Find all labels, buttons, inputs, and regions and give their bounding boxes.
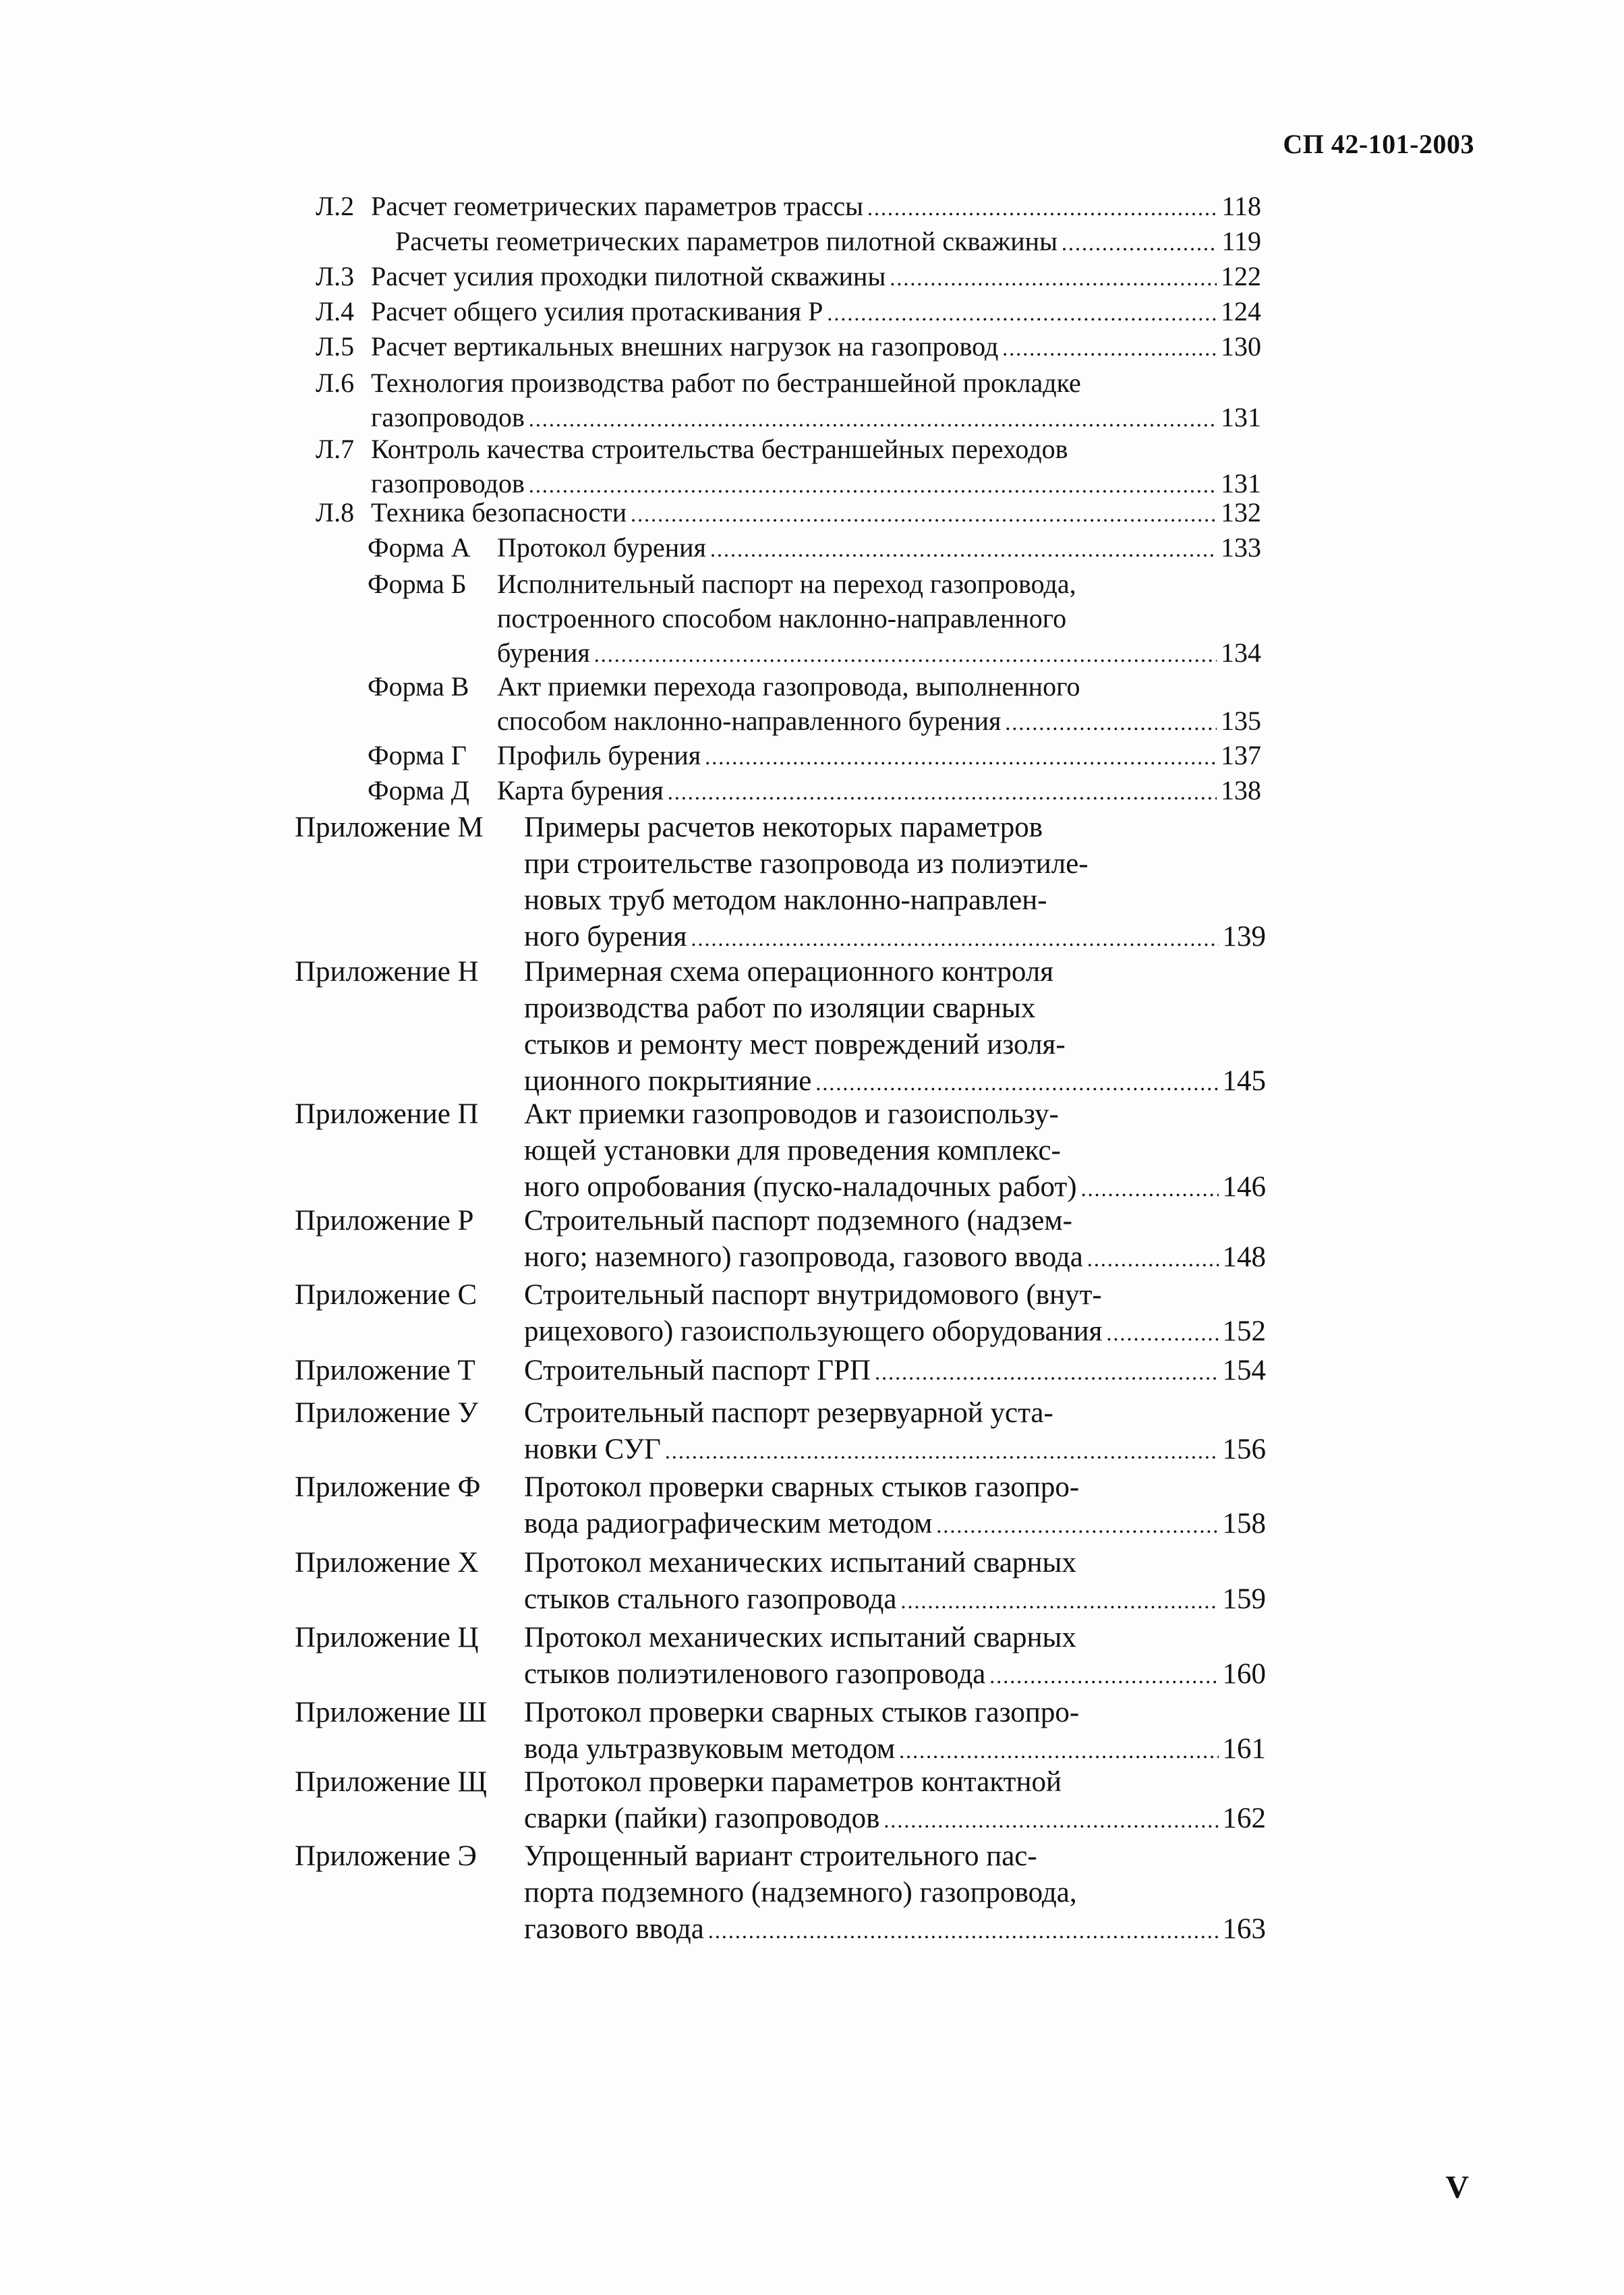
leader-dots	[668, 773, 1217, 810]
toc-page-number: 131	[1221, 468, 1261, 499]
leader-dots	[631, 495, 1217, 532]
toc-entry-title: Контроль качества строительства бестраншейных переходов	[371, 434, 1068, 464]
leader-dots	[890, 259, 1217, 295]
toc-entry[interactable]	[368, 530, 1261, 567]
appendix-title-line: Протокол проверки сварных стыков газопро-	[524, 1697, 1080, 1728]
appendix-entry[interactable]	[295, 1695, 1266, 1769]
appendix-entry[interactable]	[295, 1277, 1266, 1351]
appendix-entry[interactable]	[295, 1203, 1266, 1277]
toc-entry-title: Исполнительный паспорт на переход газопровода,	[497, 569, 1076, 599]
leader-dots	[875, 1353, 1218, 1390]
toc-page-number: 131	[1221, 402, 1261, 432]
toc-entry[interactable]	[316, 329, 1261, 366]
leader-dots	[901, 1581, 1219, 1619]
toc-entry-label: Л.6	[316, 368, 355, 398]
toc-page-number: 138	[1221, 775, 1261, 805]
appendix-page-number: 161	[1222, 1733, 1266, 1765]
toc-entry-title: Технология производства работ по бестраншейной прокладке	[371, 368, 1081, 398]
appendix-title-line: Строительный паспорт резервуарной уста-	[524, 1397, 1053, 1429]
toc-entry[interactable]	[368, 773, 1261, 810]
appendix-entry[interactable]	[295, 1395, 1266, 1469]
appendix-label: Приложение Р	[295, 1205, 474, 1237]
toc-entry-title: Техника безопасности	[371, 497, 627, 528]
toc-entry[interactable]	[368, 669, 1261, 740]
appendix-title-line: рицехового) газоиспользующего оборудования	[524, 1315, 1103, 1347]
toc-entry-title: газопроводов	[371, 402, 525, 432]
toc-entry-label: Л.2	[316, 191, 355, 221]
toc-entry-label: Л.3	[316, 261, 355, 291]
leader-dots	[827, 294, 1217, 331]
appendix-page-number: 148	[1222, 1241, 1266, 1273]
appendix-title-line: ционного покрытияние	[524, 1065, 812, 1097]
appendix-label: Приложение У	[295, 1397, 478, 1429]
appendix-label: Приложение Ш	[295, 1697, 487, 1728]
leader-dots	[883, 1801, 1218, 1838]
toc-entry[interactable]	[395, 224, 1261, 260]
appendix-label: Приложение С	[295, 1279, 477, 1311]
appendix-title-line: стыков стального газопровода	[524, 1583, 897, 1615]
toc-page-number: 132	[1221, 497, 1261, 528]
leader-dots	[899, 1731, 1218, 1769]
appendix-title-line: Акт приемки газопроводов и газоиспользу-	[524, 1098, 1059, 1130]
toc-entry-title: Профиль бурения	[497, 740, 701, 770]
appendix-page-number: 139	[1222, 921, 1266, 953]
leader-dots	[1005, 704, 1217, 740]
appendix-entry[interactable]	[295, 1764, 1266, 1838]
toc-entry-title: Акт приемки перехода газопровода, выполненного	[497, 671, 1080, 702]
appendix-label: Приложение Щ	[295, 1766, 487, 1798]
toc-entry-title: Протокол бурения	[497, 532, 706, 563]
appendix-label: Приложение П	[295, 1098, 479, 1130]
leader-dots	[1087, 1239, 1219, 1277]
appendix-entry[interactable]	[295, 1838, 1266, 1949]
toc-entry-label: Форма Г	[368, 740, 467, 770]
appendix-title-line: Строительный паспорт ГРП	[524, 1355, 871, 1386]
toc-page-number: 124	[1221, 296, 1261, 327]
appendix-entry[interactable]	[295, 1353, 1266, 1390]
appendix-title-line: газового ввода	[524, 1913, 704, 1945]
toc-entry[interactable]	[316, 495, 1261, 532]
appendix-title-line: ющей установки для проведения комплекс-	[524, 1135, 1061, 1166]
toc-entry[interactable]	[316, 294, 1261, 331]
toc-entry[interactable]	[316, 432, 1261, 503]
appendix-label: Приложение Т	[295, 1355, 475, 1386]
appendix-title-line: стыков полиэтиленового газопровода	[524, 1658, 986, 1690]
appendix-label: Приложение Ф	[295, 1471, 481, 1503]
appendix-entry[interactable]	[295, 954, 1266, 1101]
toc-entry[interactable]	[316, 189, 1261, 225]
toc-entry[interactable]	[368, 567, 1261, 672]
appendix-title-line: ного опробования (пуско-наладочных работ)	[524, 1171, 1077, 1203]
appendix-label: Приложение Х	[295, 1547, 479, 1579]
toc-entry-title: Расчеты геометрических параметров пилотной скважины	[395, 226, 1057, 256]
leader-dots	[691, 919, 1218, 957]
toc-entry-label: Форма В	[368, 671, 469, 702]
toc-page-number: 134	[1221, 638, 1261, 668]
appendix-title-line: вода радиографическим методом	[524, 1508, 933, 1539]
toc-entry-title: бурения	[497, 638, 590, 668]
appendix-entry[interactable]	[295, 810, 1266, 957]
leader-dots	[705, 738, 1217, 774]
appendix-page-number: 162	[1222, 1803, 1266, 1834]
toc-entry-label: Форма Б	[368, 569, 467, 599]
appendix-title-line: Примеры расчетов некоторых параметров	[524, 812, 1043, 843]
toc-page-number: 122	[1221, 261, 1261, 291]
leader-dots	[867, 189, 1217, 225]
leader-dots	[1062, 224, 1218, 260]
toc-entry[interactable]	[316, 366, 1261, 436]
page-number: V	[1445, 2170, 1469, 2205]
appendix-label: Приложение Н	[295, 956, 479, 988]
toc-entry-label: Л.4	[316, 296, 355, 327]
leader-dots	[1106, 1313, 1218, 1351]
leader-dots	[989, 1656, 1218, 1694]
appendix-title-line: производства работ по изоляции сварных	[524, 992, 1036, 1024]
appendix-page-number: 163	[1222, 1913, 1266, 1945]
appendix-label: Приложение М	[295, 812, 484, 843]
toc-entry-label: Л.8	[316, 497, 355, 528]
toc-entry-title: способом наклонно-направленного бурения	[497, 706, 1002, 736]
leader-dots	[594, 635, 1217, 672]
appendix-page-number: 156	[1222, 1434, 1266, 1465]
appendix-title-line: Протокол проверки параметров контактной	[524, 1766, 1062, 1798]
appendix-label: Приложение Ц	[295, 1622, 479, 1653]
toc-page-number: 137	[1221, 740, 1261, 770]
toc-page-number: 130	[1221, 331, 1261, 362]
appendix-page-number: 146	[1222, 1171, 1266, 1203]
toc-entry-title: построенного способом наклонно-направленного	[497, 603, 1067, 633]
appendix-title-line: Протокол механических испытаний сварных	[524, 1622, 1076, 1653]
leader-dots	[1081, 1169, 1219, 1207]
appendix-entry[interactable]	[295, 1620, 1266, 1694]
appendix-title-line: Упрощенный вариант строительного пас-	[524, 1840, 1037, 1872]
appendix-title-line: Строительный паспорт внутридомового (внут-	[524, 1279, 1102, 1311]
appendix-title-line: новки СУГ	[524, 1434, 661, 1465]
appendix-page-number: 158	[1222, 1508, 1266, 1539]
toc-entry-title: Расчет усилия проходки пилотной скважины	[371, 261, 886, 291]
toc-entry-title: Расчет геометрических параметров трассы	[371, 191, 864, 221]
leader-dots	[665, 1432, 1219, 1469]
toc-entry-title: Расчет вертикальных внешних нагрузок на газопровод	[371, 331, 999, 362]
toc-page-number: 135	[1221, 706, 1261, 736]
appendix-page-number: 154	[1222, 1355, 1266, 1386]
toc-entry-title: газопроводов	[371, 468, 525, 499]
document-code: СП 42-101-2003	[1283, 129, 1474, 159]
appendix-title-line: новых труб методом наклонно-направлен-	[524, 884, 1047, 916]
appendix-label: Приложение Э	[295, 1840, 477, 1872]
toc-entry[interactable]	[368, 738, 1261, 774]
appendix-page-number: 160	[1222, 1658, 1266, 1690]
appendix-title-line: Строительный паспорт подземного (надзем-	[524, 1205, 1072, 1237]
appendix-title-line: Примерная схема операционного контроля	[524, 956, 1054, 988]
toc-page-number: 119	[1221, 226, 1261, 256]
toc-page-number: 133	[1221, 532, 1261, 563]
toc-entry-label: Форма А	[368, 532, 471, 563]
leader-dots	[708, 1911, 1219, 1949]
appendix-title-line: стыков и ремонту мест повреждений изоля-	[524, 1029, 1066, 1060]
toc-entry-label: Л.7	[316, 434, 355, 464]
appendix-entry[interactable]	[295, 1469, 1266, 1543]
toc-entry-title: Расчет общего усилия протаскивания P	[371, 296, 823, 327]
appendix-title-line: вода ультразвуковым методом	[524, 1733, 896, 1765]
appendix-title-line: Протокол проверки сварных стыков газопро-	[524, 1471, 1080, 1503]
leader-dots	[815, 1063, 1218, 1101]
appendix-page-number: 145	[1222, 1065, 1266, 1097]
leader-dots	[710, 530, 1217, 567]
appendix-title-line: при строительстве газопровода из полиэтиле-	[524, 848, 1089, 880]
appendix-page-number: 159	[1222, 1583, 1266, 1615]
appendix-title-line: ного; наземного) газопровода, газового ввода	[524, 1241, 1083, 1273]
appendix-title-line: порта подземного (надземного) газопровода,	[524, 1877, 1077, 1908]
toc-entry-label: Л.5	[316, 331, 355, 362]
toc-entry[interactable]	[316, 259, 1261, 295]
appendix-title-line: Протокол механических испытаний сварных	[524, 1547, 1076, 1579]
leader-dots	[1002, 329, 1217, 366]
leader-dots	[529, 400, 1217, 436]
toc-entry-title: Карта бурения	[497, 775, 664, 805]
leader-dots	[936, 1506, 1218, 1543]
appendix-entry[interactable]	[295, 1096, 1266, 1207]
toc-page-number: 118	[1221, 191, 1261, 221]
appendix-page-number: 152	[1222, 1315, 1266, 1347]
appendix-title-line: ного бурения	[524, 921, 687, 953]
toc-entry-label: Форма Д	[368, 775, 470, 805]
appendix-entry[interactable]	[295, 1545, 1266, 1619]
appendix-title-line: сварки (пайки) газопроводов	[524, 1803, 880, 1834]
